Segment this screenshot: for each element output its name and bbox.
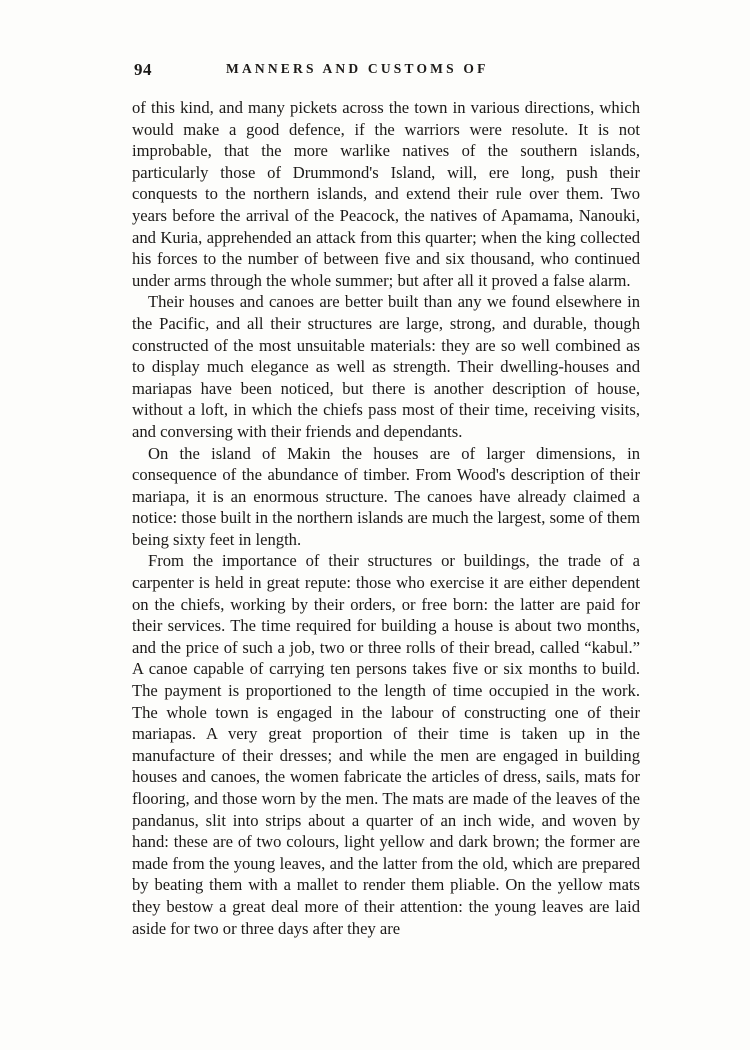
running-head: MANNERS AND CUSTOMS OF	[226, 61, 489, 76]
body-text	[132, 97, 640, 939]
page-header	[132, 60, 640, 86]
paragraph: On the island of Makin the houses are of larger dimensions, in consequence of the abundance of timber. From Wood's description of their mariapa, it is an enormous structure. The canoes have already claimed a notice: those built in the northern islands are much the largest, some of them being sixty feet in length.	[132, 443, 640, 549]
paragraph: Their houses and canoes are better built than any we found elsewhere in the Pacific, and all their structures are large, strong, and durable, though constructed of the most unsuitable materials: they are so well combined as to display much elegance as well as strength. Their dwelling-houses and mariapas have been noticed, but there is another description of house, without a loft, in which the chiefs pass most of their time, receiving visits, and conversing with their friends and dependants.	[132, 292, 640, 441]
paragraph: From the importance of their structures or buildings, the trade of a carpenter is held in great repute: those who exercise it are either dependent on the chiefs, working by their orders, or free born: the latter are paid for their services. The time required for building a house is about two months, and the price of such a job, two or three rolls of their bread, called “kabul.” A canoe capable of carrying ten persons takes five or six months to build. The payment is proportioned to the length of time occupied in the work. The whole town is engaged in the labour of constructing one of their mariapas. A very great proportion of their time is taken up in the manufacture of their dresses; and while the men are engaged in building houses and canoes, the women fabricate the articles of dress, sails, mats for flooring, and those worn by the men. The mats are made of the leaves of the pandanus, slit into strips about a quarter of an inch wide, and woven by hand: these are of two colours, light yellow and dark brown; the former are made from the young leaves, and the latter from the old, which are prepared by beating them with a mallet to render them pliable. On the yellow mats they bestow a great deal more of their attention: the young leaves are laid aside for two or three days after they are	[132, 551, 640, 938]
paragraph: of this kind, and many pickets across the town in various directions, which would make a good defence, if the warriors were resolute. It is not improbable, that the more warlike natives of the southern islands, particularly those of Drummond's Island, will, ere long, push their conquests to the northern islands, and extend their rule over them. Two years before the arrival of the Peacock, the natives of Apamama, Nanouki, and Kuria, apprehended an attack from this quarter; when the king collected his forces to the number of between five and six thousand, who continued under arms through the whole summer; but after all it proved a false alarm.	[132, 98, 640, 290]
page-number: 94	[134, 60, 152, 79]
